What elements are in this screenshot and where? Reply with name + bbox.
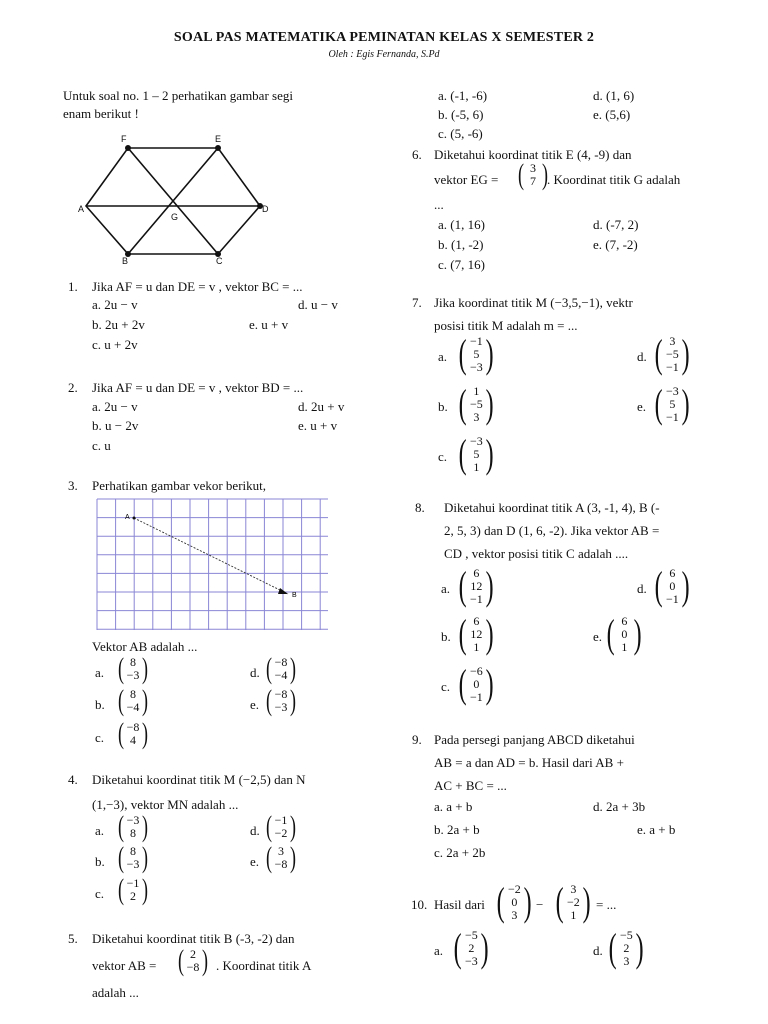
q7-option-e-matrix: ( −3 5 −1 ): [654, 381, 690, 426]
q5-line-3: adalah ...: [92, 985, 139, 1000]
q1-text: Jika AF = u dan DE = v , vektor BC = ...: [92, 279, 303, 294]
q5-line-2a: vektor AB =: [92, 958, 157, 973]
q6-number: 6.: [412, 147, 422, 162]
q5-option-b: b. (-5, 6): [438, 107, 484, 122]
intro-line-1: Untuk soal no. 1 – 2 perhatikan gambar segi: [63, 88, 293, 103]
grid-label-a: A: [125, 514, 130, 521]
q9-number: 9.: [412, 732, 422, 747]
hex-label-a: A: [78, 204, 85, 214]
q6-line-3: ...: [434, 197, 444, 212]
q10-minus: −: [536, 897, 544, 912]
q6-option-d: d. (-7, 2): [593, 217, 639, 232]
q1-option-a: a. 2u − v: [92, 297, 138, 312]
q5-line-2b: . Koordinat titik A: [216, 958, 312, 973]
hex-label-e: E: [215, 134, 222, 144]
q7-option-d-matrix: ( 3 −5 −1 ): [654, 331, 690, 376]
q4-option-e-label: e.: [250, 854, 260, 869]
hex-label-g: G: [171, 212, 179, 222]
q9-line-2: AB = a dan AD = b. Hasil dari AB +: [434, 755, 624, 770]
q3-ask: Vektor AB adalah ...: [92, 639, 198, 654]
q8-option-d-matrix: ( 6 0 −1 ): [654, 563, 690, 608]
q2-text: Jika AF = u dan DE = v , vektor BD = ...: [92, 380, 304, 395]
q4-option-c-matrix: ( −1 2 ): [118, 873, 148, 906]
q6-option-e: e. (7, -2): [593, 237, 638, 252]
q5-number: 5.: [68, 931, 78, 946]
q2-option-e: e. u + v: [298, 418, 338, 433]
q7-option-c-label: c.: [438, 449, 448, 464]
grid-label-b: B: [292, 592, 297, 599]
q2-option-a: a. 2u − v: [92, 399, 138, 414]
q3-option-d-matrix: ( −8 −4 ): [266, 652, 296, 685]
q1-option-c: c. u + 2v: [92, 337, 138, 352]
q9-option-b: b. 2a + b: [434, 822, 480, 837]
q9-line-3: AC + BC = ...: [434, 778, 507, 793]
q3-option-d-label: d.: [250, 665, 260, 680]
q7-option-b-matrix: ( 1 −5 3 ): [458, 381, 494, 426]
q2-option-d: d. 2u + v: [298, 399, 345, 414]
q1-option-e: e. u + v: [249, 317, 289, 332]
q8-number: 8.: [415, 500, 425, 515]
q1-number: 1.: [68, 279, 78, 294]
q2-option-c: c. u: [92, 438, 111, 453]
q10-option-a-matrix: ( −5 2 −3 ): [453, 925, 489, 970]
q8-line-1: Diketahui koordinat titik A (3, -1, 4), B (-: [444, 500, 660, 515]
q6-option-b: b. (1, -2): [438, 237, 484, 252]
q10-tail: = ...: [596, 897, 617, 912]
vector-grid-figure: [96, 498, 330, 632]
hex-label-d: D: [262, 204, 269, 214]
q1-option-b: b. 2u + 2v: [92, 317, 145, 332]
q8-option-b-label: b.: [441, 629, 451, 644]
q6-vector: ( 3 7 ): [518, 158, 548, 191]
q4-number: 4.: [68, 772, 78, 787]
q1-option-d: d. u − v: [298, 297, 338, 312]
q3-option-b-matrix: ( 8 −4 ): [118, 684, 148, 717]
q9-option-c: c. 2a + 2b: [434, 845, 486, 860]
q6-line-2b: . Koordinat titik G adalah: [547, 172, 681, 187]
q8-option-c-label: c.: [441, 679, 451, 694]
q4-option-a-label: a.: [95, 823, 105, 838]
q5-option-e: e. (5,6): [593, 107, 631, 122]
q3-option-c-matrix: ( −8 4 ): [118, 717, 148, 750]
q6-line-1: Diketahui koordinat titik E (4, -9) dan: [434, 147, 632, 162]
q7-option-a-matrix: ( −1 5 −3 ): [458, 331, 494, 376]
q10-matrix-2: ( 3 −2 1 ): [555, 879, 591, 924]
q10-matrix-1: ( −2 0 3 ): [496, 879, 532, 924]
intro-line-2: enam berikut !: [63, 106, 139, 121]
q8-option-a-matrix: ( 6 12 −1 ): [458, 563, 494, 608]
q4-option-b-matrix: ( 8 −3 ): [118, 841, 148, 874]
q3-option-a-label: a.: [95, 665, 105, 680]
q9-line-1: Pada persegi panjang ABCD diketahui: [434, 732, 635, 747]
q7-option-e-label: e.: [637, 399, 647, 414]
hex-label-f: F: [121, 134, 127, 144]
q4-option-e-matrix: ( 3 −8 ): [266, 841, 296, 874]
q9-option-d: d. 2a + 3b: [593, 799, 646, 814]
q9-option-a: a. a + b: [434, 799, 473, 814]
q10-number: 10.: [411, 897, 428, 912]
q3-option-b-label: b.: [95, 697, 105, 712]
q4-option-d-matrix: ( −1 −2 ): [266, 810, 296, 843]
q8-option-e-label: e.: [593, 629, 603, 644]
q3-option-e-matrix: ( −8 −3 ): [266, 684, 296, 717]
q7-number: 7.: [412, 295, 422, 310]
q2-option-b: b. u − 2v: [92, 418, 139, 433]
q3-option-a-matrix: ( 8 −3 ): [118, 652, 148, 685]
q7-line-2: posisi titik M adalah m = ...: [434, 318, 578, 333]
q8-option-d-label: d.: [637, 581, 647, 596]
q7-line-1: Jika koordinat titik M (−3,5,−1), vektr: [434, 295, 633, 310]
q7-option-d-label: d.: [637, 349, 647, 364]
q4-option-b-label: b.: [95, 854, 105, 869]
q8-option-a-label: a.: [441, 581, 451, 596]
q8-option-c-matrix: ( −6 0 −1 ): [458, 661, 494, 706]
q10-option-d-label: d.: [593, 943, 603, 958]
q3-option-c-label: c.: [95, 730, 105, 745]
q2-number: 2.: [68, 380, 78, 395]
q5-option-d: d. (1, 6): [593, 88, 635, 103]
q4-option-a-matrix: ( −3 8 ): [118, 810, 148, 843]
q10-option-a-label: a.: [434, 943, 444, 958]
q8-line-2: 2, 5, 3) dan D (1, 6, -2). Jika vektor AB =: [444, 523, 660, 538]
hexagon-figure: [78, 130, 278, 265]
q6-line-2a: vektor EG =: [434, 172, 499, 187]
q4-line-2: (1,−3), vektor MN adalah ...: [92, 797, 239, 812]
author-line: Oleh : Egis Fernanda, S.Pd: [328, 49, 440, 60]
q5-option-c: c. (5, -6): [438, 126, 483, 141]
q8-option-b-matrix: ( 6 12 1 ): [458, 611, 494, 656]
q6-option-c: c. (7, 16): [438, 257, 485, 272]
q5-line-1: Diketahui koordinat titik B (-3, -2) dan: [92, 931, 295, 946]
q5-vector: ( 2 −8 ): [178, 944, 208, 977]
q5-option-a: a. (-1, -6): [438, 88, 488, 103]
q10-text: Hasil dari: [434, 897, 485, 912]
q4-option-c-label: c.: [95, 886, 105, 901]
q4-line-1: Diketahui koordinat titik M (−2,5) dan N: [92, 772, 306, 787]
q8-line-3: CD , vektor posisi titik C adalah ....: [444, 546, 629, 561]
q9-option-e: e. a + b: [637, 822, 676, 837]
q3-text: Perhatikan gambar vekor berikut,: [92, 478, 266, 493]
q6-option-a: a. (1, 16): [438, 217, 485, 232]
q8-option-e-matrix: ( 6 0 1 ): [606, 611, 642, 656]
q10-option-d-matrix: ( −5 2 3 ): [608, 925, 644, 970]
q7-option-b-label: b.: [438, 399, 448, 414]
q7-option-a-label: a.: [438, 349, 448, 364]
q3-option-e-label: e.: [250, 697, 260, 712]
page-title: SOAL PAS MATEMATIKA PEMINATAN KELAS X SEMESTER 2: [173, 30, 595, 45]
q4-option-d-label: d.: [250, 823, 260, 838]
q7-option-c-matrix: ( −3 5 1 ): [458, 431, 494, 476]
q3-number: 3.: [68, 478, 78, 493]
hex-label-c: C: [216, 256, 223, 265]
hex-label-b: B: [122, 256, 129, 265]
